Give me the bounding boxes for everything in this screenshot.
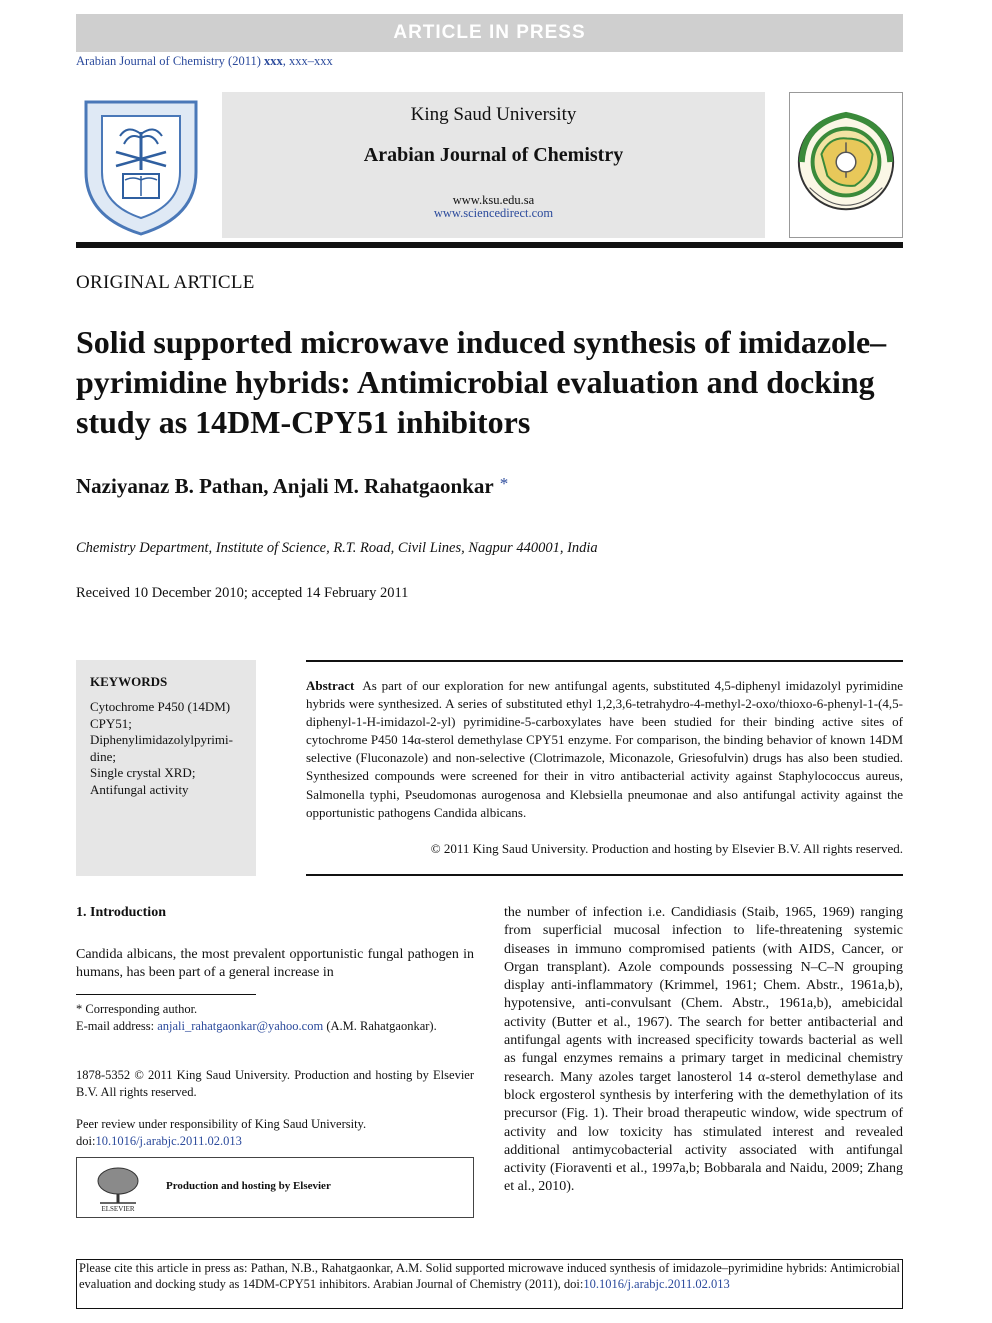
cite-doi-link[interactable]: 10.1016/j.arabjc.2011.02.013: [583, 1276, 730, 1291]
article-type: ORIGINAL ARTICLE: [76, 272, 255, 293]
journal-name: Arabian Journal of Chemistry: [363, 144, 624, 166]
university-name: King Saud University: [410, 104, 577, 125]
abstract-label: Abstract: [306, 678, 355, 693]
ksu-logo-icon: [78, 92, 204, 238]
abstract-text: As part of our exploration for new antifungal agents, substituted 4,5-diphenyl imidazolyl pyrimidine hybrids were synthesized. A series of substituted ethyl 1,2,3,6-tetrahydro-4-methyl-2-oxo/thioxo-6-phenyl-1-(4,5-diphenyl-1-H-imidazol-2-yl) pyrimidine-5-carboxylates have been studied for their binding active sites of cytochrome P450 14α-sterol demethylase CPY51 enzyme. For comparison, the binding behavior of known 14DM selective (Fluconazole) and non-selective (Clotrimazole, Miconazole, Griesofulvin) drugs has also been studied. Synthesized compounds were screened for their in vitro antibacterial activity against Staphylococcus aureus, Salmonella typhi, Pseudomonas aurogenosa and Klebsiella pneumonae and also antifungal activity against the opportunistic pathogens Candida albicans.: [306, 678, 903, 820]
elsevier-logo-text: ELSEVIER: [101, 1205, 135, 1213]
abstract-top-rule: [306, 660, 903, 662]
elsevier-tree-logo-icon: [92, 1163, 144, 1213]
article-in-press-banner: ARTICLE IN PRESS: [76, 14, 903, 52]
keywords-list: [90, 699, 246, 799]
cite-this-article-box: [76, 1259, 903, 1309]
university-website[interactable]: www.ksu.edu.sa: [452, 193, 535, 207]
keyword-item: Diphenylimidazolylpyrimi-dine;: [90, 732, 233, 764]
corresponding-footnote: [76, 1001, 474, 1034]
introduction-heading: 1. Introduction: [76, 905, 166, 920]
journal-citation-line[interactable]: Arabian Journal of Chemistry (2011) xxx, xxx–xxx: [76, 54, 333, 68]
saudi-chemical-society-logo-icon: [789, 92, 903, 238]
keywords-heading: KEYWORDS: [90, 674, 168, 689]
introduction-col1: Candida albicans, the most prevalent opportunistic fungal pathogen in humans, has been part of a general increase in: [76, 947, 474, 981]
keyword-item: Cytochrome P450 (14DM) CPY51;: [90, 699, 231, 731]
doi-prefix: doi:: [76, 1133, 96, 1148]
introduction-col2: the number of infection i.e. Candidiasis (Staib, 1965, 1969) ranging from superficial mucosal infection to life-threatening systemic diseases in immuno compromised patients (with AIDS, Cancer, or Organ transplant). Azole compounds possessing N–C–N grouping display anti-inflammatory (Krimmel, 1961; Chem. Abstr., 1961a,b), hypotensive, anti-convulsant (Chem. Abstr., 1961a,b), amebicidal activity (Butter et al., 1967). The search for better antibacterial and antifungal agents with increased specificity towards bacterial as well as fungal enzymes remains a primary target in medicinal chemistry research. Many azoles target lanosterol 14 α-sterol demethylase and block ergosterol synthesis by interfering with the demethylation of its precursor (Fig. 1). Their broad therapeutic window, wide spectrum of activity and low toxicity has stimulated interest and revealed additional antimycobacterial activity associated with antifungal activity (Fioraventi et al., 1997a,b; Bobbarala and Naidu, 2009; Zhang et al., 2010).: [504, 905, 903, 1195]
header-rule: [76, 242, 903, 248]
citation-pages[interactable]: xxx–xxx: [289, 54, 333, 68]
issn-note: 1878-5352 © 2011 King Saud University. Production and hosting by Elsevier B.V. All rights reserved.: [76, 1068, 474, 1099]
keyword-item: Antifungal activity: [90, 781, 189, 797]
citation-volume[interactable]: xxx: [264, 54, 283, 68]
email-suffix: (A.M. Rahatgaonkar).: [326, 1018, 437, 1033]
citation-journal[interactable]: Arabian Journal of Chemistry (2011): [76, 54, 261, 68]
authors-text: Naziyanaz B. Pathan, Anjali M. Rahatgaonkar: [76, 474, 494, 498]
abstract: [306, 677, 903, 822]
cite-text: Please cite this article in press as: Pathan, N.B., Rahatgaonkar, A.M. Solid supported microwave induced synthesis of imidazole–pyrimidine hybrids: Antimicrobial evaluation and docking study as 14DM-CPY51 inhibitors. Arabian Journal of Chemistry (2011), doi:: [79, 1261, 900, 1291]
footnote-rule: [76, 994, 256, 995]
peer-review-note: [76, 1116, 474, 1149]
keyword-item: Single crystal XRD;: [90, 765, 196, 781]
affiliation: Chemistry Department, Institute of Science, R.T. Road, Civil Lines, Nagpur 440001, India: [76, 540, 598, 556]
peer-review-text: Peer review under responsibility of King Saud University.: [76, 1117, 367, 1131]
email-label: E-mail address:: [76, 1018, 155, 1033]
abstract-copyright: © 2011 King Saud University. Production and hosting by Elsevier B.V. All rights reserved.: [430, 841, 903, 856]
author-list: [76, 474, 508, 499]
author-email-link[interactable]: anjali_rahatgaonkar@yahoo.com: [157, 1018, 324, 1033]
received-dates: Received 10 December 2010; accepted 14 February 2011: [76, 585, 409, 601]
doi-link[interactable]: 10.1016/j.arabjc.2011.02.013: [95, 1133, 242, 1148]
article-title: Solid supported microwave induced synthesis of imidazole–pyrimidine hybrids: Antimicrobial evaluation and docking study as 14DM-CPY51 inhibitors: [76, 324, 887, 440]
corresponding-author-note: * Corresponding author.: [76, 1002, 198, 1016]
sciencedirect-link[interactable]: www.sciencedirect.com: [433, 206, 554, 220]
elsevier-hosting-text: Production and hosting by Elsevier: [166, 1180, 331, 1192]
corresponding-author-mark[interactable]: *: [499, 474, 509, 493]
abstract-bottom-rule: [306, 874, 903, 876]
